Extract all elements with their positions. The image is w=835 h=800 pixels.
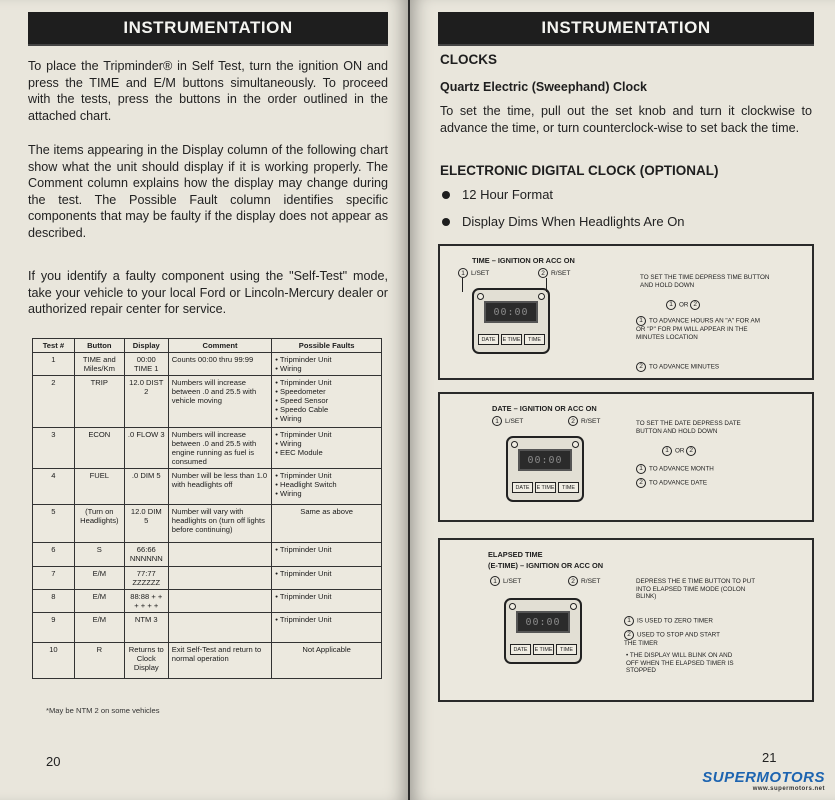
- clock-display: 00:00: [484, 301, 538, 323]
- cell-button: R: [74, 643, 124, 679]
- date-setting-diagram: [438, 392, 814, 522]
- fault-item: • Tripminder Unit: [275, 592, 332, 601]
- cell-comment: Numbers will increase between .0 and 25.5 with engine running as fuel is consumed: [168, 428, 272, 469]
- table-row: [33, 505, 382, 543]
- fault-item: • Speedometer: [275, 387, 326, 396]
- e-time-button: E TIME: [533, 644, 554, 655]
- right-set-knob-icon: [570, 603, 577, 610]
- cell-faults: [272, 567, 382, 590]
- cell-button: E/M: [74, 567, 124, 590]
- left-set-label: 1 L/SET: [490, 576, 521, 586]
- right-set-label: 2 R/SET: [538, 268, 570, 278]
- instruction-or: 1 OR 2: [666, 300, 726, 310]
- clock-display: 00:00: [516, 611, 570, 633]
- bullet-text: 12 Hour Format: [462, 187, 554, 202]
- instruction-intro: TO SET THE TIME DEPRESS TIME BUTTON AND HOLD DOWN: [640, 274, 770, 289]
- instruction-step: 2 TO ADVANCE DATE: [636, 478, 766, 488]
- instruction-step: 1 TO ADVANCE MONTH: [636, 464, 766, 474]
- display-column-paragraph: The items appearing in the Display column of the following chart show what the unit should display if it is working properly. The Comment column explains how the display may change during the test. The Possible Fault column identifies specific components that may be faulty if the display does not appear as described.: [28, 143, 388, 240]
- clock-unit: [472, 288, 550, 354]
- cell-comment: Counts 00:00 thru 99:99: [168, 353, 272, 376]
- cell-faults: [272, 428, 382, 469]
- date-button: DATE: [478, 334, 499, 345]
- cell-test: 7: [33, 567, 75, 590]
- cell-button: S: [74, 543, 124, 567]
- fault-item: Not Applicable: [302, 645, 351, 654]
- right-set-label: 2 R/SET: [568, 576, 600, 586]
- fault-item: • Wiring: [275, 489, 302, 498]
- self-test-intro-paragraph: To place the Tripminder® in Self Test, turn the ignition ON and press the TIME and E/M buttons simultaneously. To proceed with the tests, press the buttons in the order outlined in the attached chart.: [28, 59, 388, 123]
- time-button: TIME: [558, 482, 579, 493]
- self-test-table: [32, 338, 382, 679]
- fault-item: • Wiring: [275, 414, 302, 423]
- watermark-logo: [702, 769, 825, 792]
- bullet-item: [442, 214, 685, 229]
- diagram-title: TIME – IGNITION OR ACC ON: [472, 256, 575, 265]
- fault-item: • Tripminder Unit: [275, 569, 332, 578]
- cell-button: TRIP: [74, 376, 124, 428]
- cell-display: .0 DIM 5: [124, 469, 168, 505]
- cell-comment: [168, 567, 272, 590]
- fault-item: • Tripminder Unit: [275, 471, 332, 480]
- clock-button-row: [478, 334, 545, 345]
- fault-item: Same as above: [300, 507, 354, 516]
- diagram-subtitle: (E-TIME) – IGNITION OR ACC ON: [488, 561, 604, 570]
- cell-test: 4: [33, 469, 75, 505]
- cell-display: 12.0 DIM 5: [124, 505, 168, 543]
- table-footnote: *May be NTM 2 on some vehicles: [46, 706, 160, 715]
- fault-item: • Tripminder Unit: [275, 355, 332, 364]
- digital-clock-heading: ELECTRONIC DIGITAL CLOCK (OPTIONAL): [440, 163, 719, 178]
- cell-comment: [168, 543, 272, 567]
- fault-item: • Headlight Switch: [275, 480, 337, 489]
- cell-display: .0 FLOW 3: [124, 428, 168, 469]
- instruction-intro: DEPRESS THE E TIME BUTTON TO PUT INTO ELAPSED TIME MODE (COLON BLINK): [636, 578, 755, 601]
- table-row: [33, 353, 382, 376]
- table-row: [33, 643, 382, 679]
- table-row: [33, 567, 382, 590]
- time-setting-diagram: [438, 244, 814, 380]
- cell-test: 1: [33, 353, 75, 376]
- instruction-intro: TO SET THE DATE DEPRESS DATE BUTTON AND HOLD DOWN: [636, 420, 741, 435]
- instruction-step: 1 IS USED TO ZERO TIMER: [624, 616, 754, 626]
- instruction-or: 1 OR 2: [662, 446, 722, 456]
- cell-faults: [272, 376, 382, 428]
- instruction-note: • THE DISPLAY WILL BLINK ON AND OFF WHEN THE ELAPSED TIMER IS STOPPED: [626, 652, 734, 675]
- cell-faults: [272, 590, 382, 613]
- fault-item: • Tripminder Unit: [275, 615, 332, 624]
- table-row: [33, 376, 382, 428]
- date-button: DATE: [512, 482, 533, 493]
- cell-faults: [272, 643, 382, 679]
- bullet-item: [442, 187, 553, 202]
- clock-unit: [506, 436, 584, 502]
- cell-button: FUEL: [74, 469, 124, 505]
- cell-comment: Number will be less than 1.0 with headlights off: [168, 469, 272, 505]
- right-page-number: 21: [762, 750, 777, 765]
- clock-display: 00:00: [518, 449, 572, 471]
- cell-faults: [272, 613, 382, 643]
- clock-button-row: [512, 482, 579, 493]
- fault-item: • Speed Sensor: [275, 396, 329, 405]
- leader-line: [462, 278, 463, 292]
- col-header-display: Display: [124, 339, 168, 353]
- fault-item: • Tripminder Unit: [275, 545, 332, 554]
- cell-test: 10: [33, 643, 75, 679]
- col-header-faults: Possible Faults: [272, 339, 382, 353]
- fault-item: • Tripminder Unit: [275, 378, 332, 387]
- cell-test: 3: [33, 428, 75, 469]
- instruction-step: 1 TO ADVANCE HOURS AN "A" FOR AM OR "P" FOR PM WILL APPEAR IN THE MINUTES LOCATION: [636, 317, 760, 341]
- cell-test: 2: [33, 376, 75, 428]
- cell-faults: [272, 543, 382, 567]
- fault-item: • Speedo Cable: [275, 405, 329, 414]
- right-page: [410, 0, 835, 800]
- left-set-label: 1 L/SET: [492, 416, 523, 426]
- table-header-row: [33, 339, 382, 353]
- elapsed-time-diagram: [438, 538, 814, 702]
- cell-display: 88:88 + + + + + +: [124, 590, 168, 613]
- left-page-number: 20: [46, 754, 61, 769]
- quartz-clock-heading: Quartz Electric (Sweephand) Clock: [440, 80, 647, 94]
- cell-comment: [168, 590, 272, 613]
- right-set-label: 2 R/SET: [568, 416, 600, 426]
- time-button: TIME: [556, 644, 577, 655]
- cell-faults: [272, 353, 382, 376]
- col-header-comment: Comment: [168, 339, 272, 353]
- leader-line: [546, 278, 547, 292]
- cell-test: 6: [33, 543, 75, 567]
- cell-display: NTM 3: [124, 613, 168, 643]
- cell-display: 00:00 TIME 1: [124, 353, 168, 376]
- left-set-knob-icon: [477, 293, 484, 300]
- fault-item: • Tripminder Unit: [275, 430, 332, 439]
- cell-display: 77:77 ZZZZZZ: [124, 567, 168, 590]
- cell-button: (Turn on Headlights): [74, 505, 124, 543]
- col-header-test: Test #: [33, 339, 75, 353]
- time-button: TIME: [524, 334, 545, 345]
- instruction-step: 2 USED TO STOP AND START THE TIMER: [624, 631, 720, 647]
- bullet-text: Display Dims When Headlights Are On: [462, 214, 685, 229]
- fault-item: • Wiring: [275, 439, 302, 448]
- bullet-dot-icon: [442, 191, 450, 199]
- left-page: [0, 0, 408, 800]
- cell-display: 12.0 DIST 2: [124, 376, 168, 428]
- cell-test: 8: [33, 590, 75, 613]
- date-button: DATE: [510, 644, 531, 655]
- diagram-title: DATE – IGNITION OR ACC ON: [492, 404, 597, 413]
- table-row: [33, 590, 382, 613]
- quartz-clock-text: To set the time, pull out the set knob and turn it clockwise to advance the time, or turn counterclock-wise to set back the time.: [440, 104, 812, 135]
- right-set-knob-icon: [572, 441, 579, 448]
- left-set-label: 1 L/SET: [458, 268, 489, 278]
- cell-display: 66:66 NNNNNN: [124, 543, 168, 567]
- cell-button: TIME and Miles/Km: [74, 353, 124, 376]
- instruction-step: 2 TO ADVANCE MINUTES: [636, 362, 766, 372]
- cell-comment: Exit Self-Test and return to normal operation: [168, 643, 272, 679]
- table-row: [33, 428, 382, 469]
- cell-comment: Number will vary with headlights on (turn off lights before continuing): [168, 505, 272, 543]
- fault-item: • Wiring: [275, 364, 302, 373]
- diagram-title: ELAPSED TIME: [488, 550, 543, 559]
- cell-display: Returns to Clock Display: [124, 643, 168, 679]
- cell-faults: [272, 469, 382, 505]
- cell-button: E/M: [74, 590, 124, 613]
- bullet-dot-icon: [442, 218, 450, 226]
- clocks-heading: CLOCKS: [440, 52, 497, 67]
- clock-button-row: [510, 644, 577, 655]
- table-row: [33, 613, 382, 643]
- e-time-button: E TIME: [535, 482, 556, 493]
- cell-test: 9: [33, 613, 75, 643]
- watermark-url: www.supermotors.net: [752, 786, 825, 792]
- cell-comment: [168, 613, 272, 643]
- left-set-knob-icon: [511, 441, 518, 448]
- cell-button: ECON: [74, 428, 124, 469]
- fault-item: • EEC Module: [275, 448, 323, 457]
- right-page-header: INSTRUMENTATION: [438, 12, 814, 46]
- faulty-component-paragraph: If you identify a faulty component using the "Self-Test" mode, take your vehicle to your local Ford or Lincoln-Mercury dealer or authorized repair center for service.: [28, 269, 388, 317]
- cell-button: E/M: [74, 613, 124, 643]
- right-set-knob-icon: [538, 293, 545, 300]
- left-page-header: INSTRUMENTATION: [28, 12, 388, 46]
- cell-test: 5: [33, 505, 75, 543]
- table-row: [33, 469, 382, 505]
- cell-faults: [272, 505, 382, 543]
- watermark-brand: SUPERMOTORS: [702, 769, 825, 786]
- table-row: [33, 543, 382, 567]
- e-time-button: E TIME: [501, 334, 522, 345]
- col-header-button: Button: [74, 339, 124, 353]
- left-set-knob-icon: [509, 603, 516, 610]
- cell-comment: Numbers will increase between .0 and 25.5 with vehicle moving: [168, 376, 272, 428]
- clock-unit: [504, 598, 582, 664]
